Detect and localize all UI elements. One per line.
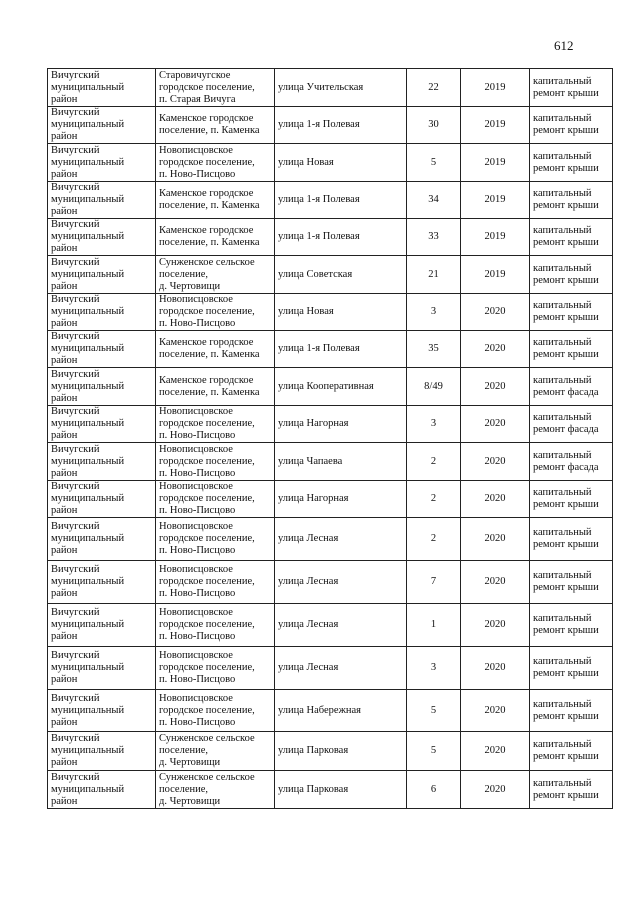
year-cell: 2020	[461, 331, 530, 368]
district-cell-line: муниципальный	[51, 418, 125, 429]
street-cell: улица 1-я Полевая	[275, 331, 407, 368]
house-number-cell: 8/49	[407, 368, 461, 406]
settlement-cell	[156, 604, 275, 647]
district-cell-line: муниципальный	[51, 306, 125, 317]
district-cell-line: муниципальный	[51, 119, 125, 130]
street-cell: улица Лесная	[275, 604, 407, 647]
work-type-cell-line: ремонт крыши	[533, 625, 599, 636]
house-number-cell: 3	[407, 406, 461, 443]
work-type-cell-line: ремонт крыши	[533, 789, 599, 801]
settlement-cell-line: городское поселение,	[159, 493, 255, 504]
settlement-cell-line: поселение, п. Каменка	[159, 237, 260, 248]
district-cell	[48, 368, 156, 406]
house-number-cell: 3	[407, 294, 461, 331]
settlement-cell-line: Новописцовское	[159, 650, 233, 661]
settlement-cell-line: Новописцовское	[159, 481, 233, 492]
district-cell	[48, 604, 156, 647]
settlement-cell-line: городское поселение,	[159, 306, 255, 317]
district-cell-line: район	[51, 131, 78, 142]
year-cell: 2020	[461, 368, 530, 406]
district-cell	[48, 443, 156, 481]
work-type-cell-line: ремонт фасада	[533, 386, 599, 398]
district-cell	[48, 144, 156, 182]
settlement-cell-line: Новописцовское	[159, 406, 233, 417]
work-type-cell-line: капитальный	[533, 75, 592, 87]
street-cell: улица Нагорная	[275, 481, 407, 518]
house-number-cell: 5	[407, 732, 461, 771]
street-cell: улица Новая	[275, 144, 407, 182]
work-type-cell-line: ремонт фасада	[533, 461, 599, 473]
table-row	[48, 647, 613, 690]
table-row	[48, 256, 613, 294]
work-type-cell-line: ремонт крыши	[533, 274, 599, 286]
district-cell-line: муниципальный	[51, 745, 125, 756]
district-cell-line: район	[51, 243, 78, 254]
work-type-cell	[530, 604, 613, 647]
year-cell: 2020	[461, 518, 530, 561]
house-number-cell: 35	[407, 331, 461, 368]
year-cell: 2019	[461, 256, 530, 294]
table-row	[48, 219, 613, 256]
street-cell: улица Советская	[275, 256, 407, 294]
settlement-cell-line: поселение, п. Каменка	[159, 386, 260, 398]
work-type-cell	[530, 518, 613, 561]
work-type-cell-line: капитальный	[533, 188, 592, 199]
district-cell	[48, 219, 156, 256]
settlement-cell-line: Сунженское сельское	[159, 733, 255, 744]
work-type-cell-line: капитальный	[533, 656, 592, 667]
settlement-cell-line: п. Ново-Писцово	[159, 631, 236, 642]
district-cell	[48, 406, 156, 443]
year-cell: 2019	[461, 219, 530, 256]
table-row	[48, 732, 613, 771]
district-cell-line: муниципальный	[51, 231, 125, 242]
settlement-cell	[156, 219, 275, 256]
settlement-cell-line: Каменское городское	[159, 337, 254, 348]
district-cell	[48, 294, 156, 331]
district-cell-line: район	[51, 392, 78, 404]
settlement-cell	[156, 294, 275, 331]
settlement-cell-line: городское поселение,	[159, 704, 255, 716]
settlement-cell	[156, 69, 275, 107]
district-cell-line: район	[51, 757, 78, 768]
work-type-cell	[530, 69, 613, 107]
settlement-cell-line: п. Ново-Писцово	[159, 318, 236, 329]
district-cell-line: муниципальный	[51, 533, 125, 544]
work-type-cell-line: ремонт крыши	[533, 539, 599, 550]
table-body	[48, 69, 613, 809]
work-type-cell-line: ремонт крыши	[533, 125, 599, 136]
work-type-cell-line: капитальный	[533, 337, 592, 348]
district-cell	[48, 481, 156, 518]
year-cell: 2020	[461, 481, 530, 518]
settlement-cell	[156, 518, 275, 561]
table-row	[48, 604, 613, 647]
district-cell	[48, 732, 156, 771]
work-type-cell	[530, 406, 613, 443]
work-type-cell	[530, 219, 613, 256]
district-cell-line: Вичугский	[51, 256, 100, 268]
district-cell-line: муниципальный	[51, 268, 125, 280]
work-type-cell-line: капитальный	[533, 374, 592, 386]
year-cell: 2020	[461, 561, 530, 604]
street-cell: улица 1-я Полевая	[275, 219, 407, 256]
district-cell-line: муниципальный	[51, 455, 125, 467]
settlement-cell-line: Каменское городское	[159, 374, 254, 386]
settlement-cell-line: поселение,	[159, 745, 209, 756]
district-cell-line: Вичугский	[51, 144, 100, 156]
district-cell-line: район	[51, 545, 78, 556]
district-cell-line: муниципальный	[51, 619, 125, 630]
street-cell: улица 1-я Полевая	[275, 182, 407, 219]
district-cell	[48, 107, 156, 144]
work-type-cell-line: ремонт крыши	[533, 312, 599, 323]
settlement-cell-line: д. Чертовищи	[159, 795, 221, 807]
district-cell-line: муниципальный	[51, 704, 125, 716]
work-type-cell-line: капитальный	[533, 613, 592, 624]
settlement-cell-line: Каменское городское	[159, 113, 254, 124]
house-number-cell: 5	[407, 144, 461, 182]
settlement-cell-line: Новописцовское	[159, 443, 233, 455]
work-type-cell-line: капитальный	[533, 777, 592, 789]
work-type-cell-line: капитальный	[533, 698, 592, 710]
work-type-cell	[530, 561, 613, 604]
settlement-cell-line: п. Ново-Писцово	[159, 545, 236, 556]
settlement-cell-line: Каменское городское	[159, 188, 254, 199]
district-cell-line: Вичугский	[51, 521, 100, 532]
settlement-cell	[156, 144, 275, 182]
house-number-cell: 33	[407, 219, 461, 256]
district-cell-line: район	[51, 355, 78, 366]
settlement-cell	[156, 182, 275, 219]
house-number-cell: 30	[407, 107, 461, 144]
district-cell-line: район	[51, 168, 78, 180]
district-cell-line: муниципальный	[51, 156, 125, 168]
work-type-cell-line: ремонт крыши	[533, 200, 599, 211]
settlement-cell-line: д. Чертовищи	[159, 757, 221, 768]
settlement-cell	[156, 256, 275, 294]
district-cell	[48, 647, 156, 690]
district-cell	[48, 182, 156, 219]
work-type-cell	[530, 331, 613, 368]
work-type-cell-line: капитальный	[533, 225, 592, 236]
settlement-cell-line: поселение,	[159, 268, 209, 280]
table-row	[48, 368, 613, 406]
street-cell: улица Набережная	[275, 690, 407, 732]
work-type-cell	[530, 647, 613, 690]
district-cell-line: муниципальный	[51, 380, 125, 392]
year-cell: 2020	[461, 771, 530, 809]
district-cell-line: район	[51, 795, 78, 807]
work-type-cell-line: капитальный	[533, 487, 592, 498]
work-type-cell-line: ремонт крыши	[533, 87, 599, 99]
district-cell-line: муниципальный	[51, 194, 125, 205]
year-cell: 2020	[461, 690, 530, 732]
district-cell-line: район	[51, 318, 78, 329]
district-cell-line: Вичугский	[51, 368, 100, 380]
work-type-cell-line: ремонт крыши	[533, 237, 599, 248]
settlement-cell-line: Новописцовское	[159, 144, 233, 156]
settlement-cell-line: поселение, п. Каменка	[159, 349, 260, 360]
district-cell-line: Вичугский	[51, 443, 100, 455]
district-cell-line: район	[51, 588, 78, 599]
district-cell-line: Вичугский	[51, 69, 100, 81]
district-cell-line: муниципальный	[51, 493, 125, 504]
settlement-cell	[156, 331, 275, 368]
work-type-cell	[530, 771, 613, 809]
house-number-cell: 22	[407, 69, 461, 107]
district-cell-line: Вичугский	[51, 481, 100, 492]
year-cell: 2019	[461, 182, 530, 219]
settlement-cell	[156, 690, 275, 732]
settlement-cell-line: городское поселение,	[159, 455, 255, 467]
table-row	[48, 294, 613, 331]
work-type-cell-line: ремонт крыши	[533, 710, 599, 722]
settlement-cell-line: городское поселение,	[159, 619, 255, 630]
work-type-cell	[530, 144, 613, 182]
settlement-cell-line: городское поселение,	[159, 662, 255, 673]
street-cell: улица Парковая	[275, 771, 407, 809]
table-row	[48, 771, 613, 809]
table-row	[48, 144, 613, 182]
settlement-cell-line: поселение,	[159, 783, 209, 795]
street-cell: улица 1-я Полевая	[275, 107, 407, 144]
settlement-cell-line: п. Ново-Писцово	[159, 430, 236, 441]
settlement-cell	[156, 647, 275, 690]
work-type-cell	[530, 182, 613, 219]
settlement-cell-line: Новописцовское	[159, 294, 233, 305]
district-cell-line: район	[51, 505, 78, 516]
housing-repair-table	[47, 68, 613, 809]
table-row	[48, 481, 613, 518]
year-cell: 2020	[461, 604, 530, 647]
street-cell: улица Нагорная	[275, 406, 407, 443]
district-cell-line: муниципальный	[51, 576, 125, 587]
page-number: 612	[554, 38, 574, 53]
settlement-cell	[156, 732, 275, 771]
district-cell-line: Вичугский	[51, 607, 100, 618]
settlement-cell-line: поселение, п. Каменка	[159, 125, 260, 136]
district-cell	[48, 331, 156, 368]
district-cell	[48, 561, 156, 604]
district-cell-line: Вичугский	[51, 564, 100, 575]
settlement-cell-line: Сунженское сельское	[159, 256, 255, 268]
work-type-cell	[530, 732, 613, 771]
settlement-cell	[156, 368, 275, 406]
table-row	[48, 690, 613, 732]
district-cell-line: Вичугский	[51, 182, 100, 193]
district-cell	[48, 518, 156, 561]
settlement-cell-line: городское поселение,	[159, 576, 255, 587]
house-number-cell: 2	[407, 518, 461, 561]
street-cell: улица Лесная	[275, 561, 407, 604]
year-cell: 2019	[461, 144, 530, 182]
work-type-cell-line: капитальный	[533, 300, 592, 311]
work-type-cell	[530, 690, 613, 732]
settlement-cell-line: п. Ново-Писцово	[159, 588, 236, 599]
work-type-cell	[530, 256, 613, 294]
table-row	[48, 69, 613, 107]
settlement-cell-line: Каменское городское	[159, 225, 254, 236]
settlement-cell-line: п. Ново-Писцово	[159, 467, 236, 479]
table-row	[48, 518, 613, 561]
work-type-cell-line: капитальный	[533, 449, 592, 461]
district-cell-line: район	[51, 93, 78, 105]
table-row	[48, 561, 613, 604]
district-cell-line: Вичугский	[51, 692, 100, 704]
settlement-cell-line: поселение, п. Каменка	[159, 200, 260, 211]
settlement-cell-line: Новописцовское	[159, 607, 233, 618]
district-cell-line: Вичугский	[51, 406, 100, 417]
district-cell-line: Вичугский	[51, 294, 100, 305]
settlement-cell	[156, 107, 275, 144]
district-cell-line: Вичугский	[51, 331, 100, 342]
district-cell-line: Вичугский	[51, 107, 100, 118]
district-cell-line: муниципальный	[51, 662, 125, 673]
district-cell-line: Вичугский	[51, 650, 100, 661]
district-cell	[48, 771, 156, 809]
year-cell: 2020	[461, 443, 530, 481]
street-cell: улица Лесная	[275, 647, 407, 690]
district-cell-line: Вичугский	[51, 733, 100, 744]
house-number-cell: 2	[407, 443, 461, 481]
work-type-cell-line: ремонт крыши	[533, 349, 599, 360]
district-cell-line: муниципальный	[51, 783, 125, 795]
work-type-cell-line: капитальный	[533, 262, 592, 274]
settlement-cell-line: городское поселение,	[159, 418, 255, 429]
settlement-cell-line: п. Ново-Писцово	[159, 505, 236, 516]
house-number-cell: 7	[407, 561, 461, 604]
house-number-cell: 21	[407, 256, 461, 294]
street-cell: улица Чапаева	[275, 443, 407, 481]
work-type-cell	[530, 443, 613, 481]
work-type-cell	[530, 107, 613, 144]
settlement-cell-line: городское поселение,	[159, 81, 255, 93]
settlement-cell	[156, 561, 275, 604]
settlement-cell-line: п. Ново-Писцово	[159, 168, 236, 180]
work-type-cell-line: ремонт крыши	[533, 582, 599, 593]
district-cell-line: район	[51, 206, 78, 217]
settlement-cell-line: д. Чертовищи	[159, 280, 221, 292]
work-type-cell-line: ремонт крыши	[533, 668, 599, 679]
work-type-cell-line: капитальный	[533, 150, 592, 162]
street-cell: улица Новая	[275, 294, 407, 331]
year-cell: 2020	[461, 732, 530, 771]
street-cell: улица Кооперативная	[275, 368, 407, 406]
work-type-cell-line: ремонт фасада	[533, 424, 599, 435]
district-cell-line: район	[51, 631, 78, 642]
street-cell: улица Лесная	[275, 518, 407, 561]
table-row	[48, 406, 613, 443]
work-type-cell-line: ремонт крыши	[533, 499, 599, 510]
settlement-cell-line: городское поселение,	[159, 156, 255, 168]
table-row	[48, 182, 613, 219]
street-cell: улица Учительская	[275, 69, 407, 107]
settlement-cell	[156, 443, 275, 481]
house-number-cell: 6	[407, 771, 461, 809]
settlement-cell-line: п. Ново-Писцово	[159, 674, 236, 685]
table-row	[48, 443, 613, 481]
settlement-cell-line: Новописцовское	[159, 564, 233, 575]
work-type-cell	[530, 294, 613, 331]
table-row	[48, 107, 613, 144]
work-type-cell-line: ремонт крыши	[533, 751, 599, 762]
work-type-cell-line: ремонт крыши	[533, 162, 599, 174]
house-number-cell: 5	[407, 690, 461, 732]
settlement-cell-line: п. Ново-Писцово	[159, 716, 236, 728]
district-cell	[48, 690, 156, 732]
year-cell: 2019	[461, 107, 530, 144]
work-type-cell	[530, 481, 613, 518]
district-cell	[48, 69, 156, 107]
district-cell-line: район	[51, 430, 78, 441]
settlement-cell-line: Старовичугское	[159, 69, 231, 81]
district-cell-line: Вичугский	[51, 771, 100, 783]
work-type-cell-line: капитальный	[533, 113, 592, 124]
house-number-cell: 34	[407, 182, 461, 219]
settlement-cell	[156, 481, 275, 518]
work-type-cell-line: капитальный	[533, 527, 592, 538]
year-cell: 2019	[461, 69, 530, 107]
year-cell: 2020	[461, 294, 530, 331]
work-type-cell-line: капитальный	[533, 412, 592, 423]
district-cell-line: район	[51, 674, 78, 685]
settlement-cell-line: Новописцовское	[159, 692, 233, 704]
settlement-cell-line: Сунженское сельское	[159, 771, 255, 783]
house-number-cell: 2	[407, 481, 461, 518]
settlement-cell	[156, 771, 275, 809]
settlement-cell	[156, 406, 275, 443]
year-cell: 2020	[461, 406, 530, 443]
settlement-cell-line: Новописцовское	[159, 521, 233, 532]
district-cell-line: район	[51, 467, 78, 479]
district-cell-line: муниципальный	[51, 343, 125, 354]
district-cell-line: район	[51, 280, 78, 292]
district-cell-line: Вичугский	[51, 219, 100, 230]
work-type-cell-line: капитальный	[533, 570, 592, 581]
house-number-cell: 1	[407, 604, 461, 647]
work-type-cell	[530, 368, 613, 406]
work-type-cell-line: капитальный	[533, 739, 592, 750]
house-number-cell: 3	[407, 647, 461, 690]
settlement-cell-line: п. Старая Вичуга	[159, 93, 236, 105]
settlement-cell-line: городское поселение,	[159, 533, 255, 544]
year-cell: 2020	[461, 647, 530, 690]
street-cell: улица Парковая	[275, 732, 407, 771]
table-row	[48, 331, 613, 368]
district-cell-line: район	[51, 716, 78, 728]
district-cell-line: муниципальный	[51, 81, 125, 93]
district-cell	[48, 256, 156, 294]
